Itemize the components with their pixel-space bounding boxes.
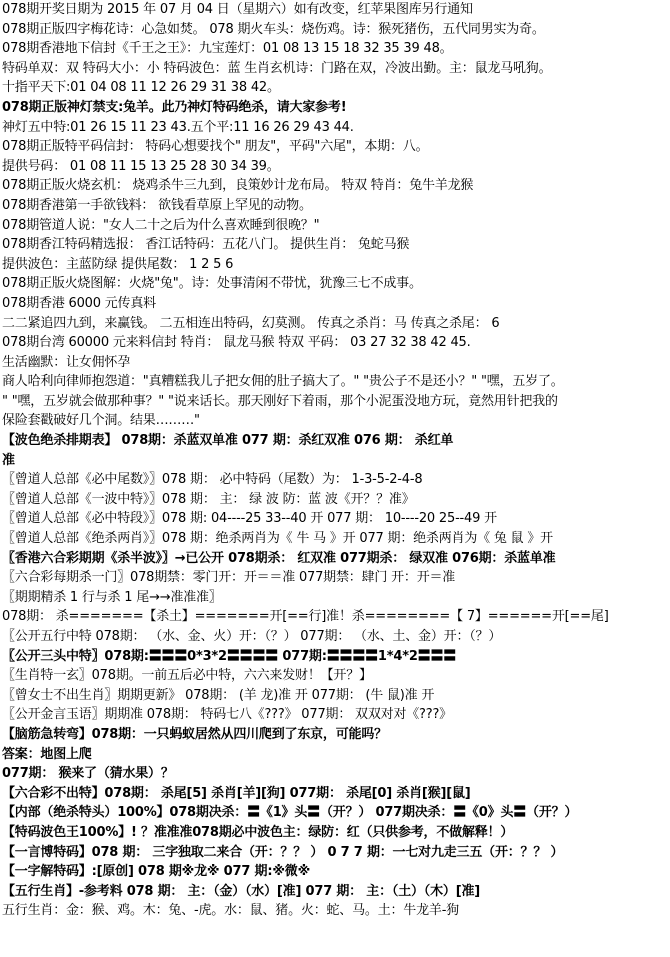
one-char-special: 【一字解特码】:[原创] 078 期※龙※ 077 期:※微※ xyxy=(2,864,311,880)
draw-date-notice: 078期开奖日期为 2015 年 07 月 04 日（星期六）如有改变，红苹果图库另行通知 xyxy=(2,2,473,17)
one-wave-line: 〖曾道人总部《一波中特》〗078 期： 主： 绿 波 防：蓝 波《开？？准》 xyxy=(2,491,415,507)
wave-kill-schedule-cont: 准 xyxy=(2,452,15,468)
hk-envelope-line: 078期香港地下信封《千王之王》：九宝莲灯：01 08 13 15 18 32 35 39 48。 xyxy=(2,41,453,57)
five-element-zodiac: 【五行生肖】-参考料 078 期： 主：（金）（水）[准] 077 期： 主：（土）（木）[准] xyxy=(2,883,480,899)
brain-teaser-answer: 答案：地图上爬 xyxy=(2,746,92,762)
special-code-attributes: 特码单双：双 特码大小：小 特码波色：蓝 生肖玄机诗：门路在双，冷波出勤。主：鼠龙马吼狗。 xyxy=(2,60,552,76)
internal-kill-head: 【内部（绝杀特头）100%】078期决杀：〓《1》头〓（开？） 077期决杀：〓《0》头〓（开？） xyxy=(2,805,578,821)
humor-body-1: 商人哈利向律师抱怨道："真糟糕我儿子把女佣的肚子搞大了。" "贵公子不是还小？" "嘿，五岁了。 xyxy=(2,374,564,390)
kill-row-tail-line: 078期： 杀=======【杀土】=======开[==行]准！杀========【 7】======开[==尾] xyxy=(2,609,609,625)
wave-kill-schedule: 【波色绝杀排期表】 078期：杀蓝双单准 077 期：杀红双准 076 期： 杀红单 xyxy=(2,433,454,449)
pipeline-man-says: 078期管道人说："女人二十之后为什么喜欢睡到很晚？" xyxy=(2,217,320,233)
fire-mystery-line: 078期正版火烧玄机： 烧鸡杀牛三九到，良策妙计龙布局。 特双 特肖：兔牛羊龙猴 xyxy=(2,178,474,194)
fax-content: 二二紧追四九到，来赢钱。 二五相连出特码，幻莫测。 传真之杀肖：马 传真之杀尾： 6 xyxy=(2,315,500,331)
hk-fax-heading: 078期香港 6000 元传真料 xyxy=(2,295,156,311)
tail-numbers-line: 〖曾道人总部《必中尾数》〗078 期： 必中特码（尾数）为： 1-3-5-2-4-8 xyxy=(2,472,423,488)
one-word-special: 【一言博特码】078 期： 三字独取二来合（开：？？ ） 0 7 7 期：一七对九走三五（开：？？ ） xyxy=(2,844,564,860)
fire-diagram-line: 078期正版火烧图解：火烧"兔"。诗：处事清闲不带忧，犹豫三七不成事。 xyxy=(2,276,422,292)
kill-one-gate-line: 〖六合彩每期杀一门〗078期禁：零门开：开＝＝准 077期禁：肆门 开：开＝准 xyxy=(2,570,456,586)
ten-fingers-line: 十指平天下:01 04 08 11 12 26 29 31 38 42。 xyxy=(2,80,280,96)
kill-row-tail-heading: 〖期期精杀 1 行与杀 1 尾→→准准准〗 xyxy=(2,589,222,605)
kill-half-wave-line: 〖香港六合彩期期《杀半波》〗→已公开 078期杀： 红双准 077期杀： 绿双准 076期：杀蓝单准 xyxy=(2,550,556,566)
plum-poem-line: 078期正版四字梅花诗：心急如焚。 078 期火车头：烧伤鸡。诗：猴死猪伤，五代同男实为奇。 xyxy=(2,21,545,37)
riddle-077-line: 077期： 猴来了（猜水果）？ xyxy=(2,766,174,782)
lamp-ban-line: 078期正版神灯禁支:兔羊。此乃神灯特码绝杀，请大家参考! xyxy=(2,99,347,115)
five-element-list: 五行生肖：金：猴、鸡。木：兔、-虎。水：鼠、猪。火：蛇、马。土：牛龙羊-狗 xyxy=(2,903,459,919)
humor-body-2: " "嘿，五岁就会做那种事？" "说来话长。那天刚好下着雨，那个小泥蛋没地方玩，竟然用针把我的 xyxy=(2,393,558,409)
humor-title: 生活幽默：让女佣怀孕 xyxy=(2,354,131,370)
brain-teaser-line: 【脑筋急转弯】078期：一只蚂蚁居然从四川爬到了东京，可能吗？ xyxy=(2,726,387,742)
taiwan-envelope: 078期台湾 60000 元来料信封 特肖： 鼠龙马猴 特双 平码： 03 27 32 38 42 45. xyxy=(2,335,471,351)
three-heads-line: 〖公开三头中特〗078期:〓〓〓0*3*2〓〓〓〓 077期:〓〓〓〓1*4*2〓〓〓 xyxy=(2,648,457,664)
ms-zeng-line: 〖曾女士不出生肖〗期期更新》 078期： (羊 龙)准 开 077期： (牛 鼠)准 开 xyxy=(2,687,435,703)
five-elements-line: 〖公开五行中特 078期： （水、金、火）开：（？） 077期： （水、土、金）开：（？） xyxy=(2,629,502,644)
zodiac-mystery-line: 〖生肖特一玄〗078期。一前五后必中特，六六来发财！【开？】 xyxy=(2,668,372,684)
special-segment-line: 〖曾道人总部《必中特段》〗078 期: 04----25 33--40 开 077 期： 10----20 25--49 开 xyxy=(2,511,497,527)
hk-money-riddle: 078期香港第一手欲钱料： 欲钱看草原上罕见的动物。 xyxy=(2,197,312,213)
lamp-five-line: 神灯五中特:01 26 15 11 23 43.五个平:11 16 26 29 43 44. xyxy=(2,119,354,135)
special-flat-envelope: 078期正版特平码信封： 特码心想要找个" 朋友"，平码"六尾"，本期：八。 xyxy=(2,139,429,155)
humor-body-3: 保险套戳破好几个洞。结果………" xyxy=(2,413,200,429)
kill-two-zodiac-line: 〖曾道人总部《绝杀两肖》〗078 期：绝杀两肖为《 牛 马 》开 077 期：绝杀两肖为《 兔 鼠 》开 xyxy=(2,531,553,547)
wave-king-line: 【特码波色王100%】! ？准准准078期必中波色主：绿防：红（只供参考，不做解释！） xyxy=(2,824,514,840)
no-special-line: 【六合彩不出特】078期： 杀尾[5] 杀肖[羊][狗] 077期： 杀尾[0] 杀肖[猴][鼠] xyxy=(2,785,471,801)
golden-words-line: 〖公开金言玉语〗期期准 078期： 特码七八《???》 077期： 双双对对《???》 xyxy=(2,707,452,723)
xiangjiang-report: 078期香江特码精选报： 香江话特码：五花八门。 提供生肖： 兔蛇马猴 xyxy=(2,237,410,253)
provided-numbers: 提供号码： 01 08 11 15 13 25 28 30 34 39。 xyxy=(2,158,280,174)
wave-color-tail: 提供波色：主蓝防绿 提供尾数： 1 2 5 6 xyxy=(2,256,234,272)
